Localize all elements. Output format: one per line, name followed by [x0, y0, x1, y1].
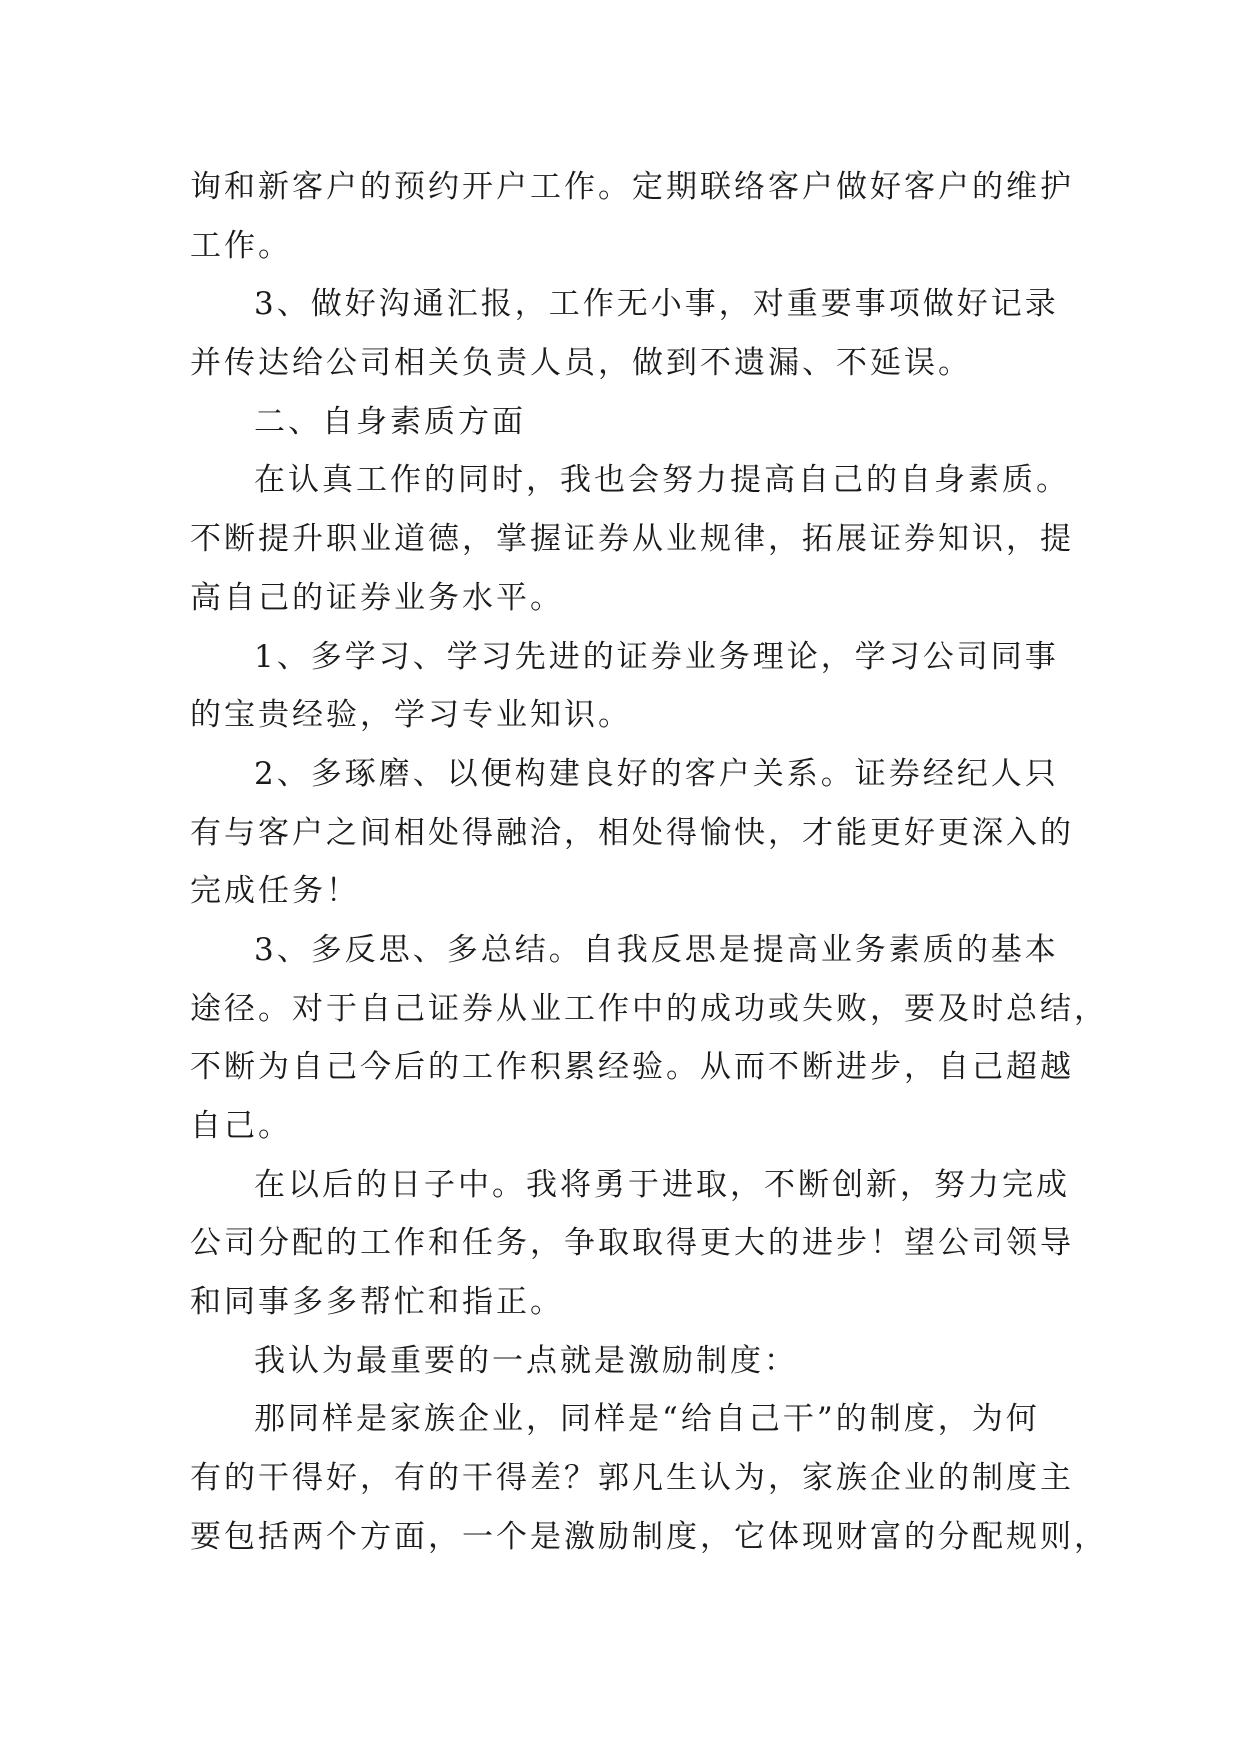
text-line: 1、多学习、学习先进的证券业务理论，学习公司同事 — [254, 638, 1059, 675]
text-line: 3、做好沟通汇报，工作无小事，对重要事项做好记录 — [254, 286, 1059, 323]
text-line: 二、自身素质方面 — [254, 403, 526, 440]
text-line: 有与客户之间相处得融洽，相处得愉快，才能更好更深入的 — [190, 814, 1074, 851]
document-body — [190, 158, 1108, 1567]
text-line: 不断提升职业道德，掌握证券从业规律，拓展证券知识，提 — [190, 521, 1074, 558]
text-line: 3、多反思、多总结。自我反思是提高业务素质的基本 — [254, 931, 1059, 968]
text-line: 要包括两个方面，一个是激励制度，它体现财富的分配规则， — [190, 1518, 1108, 1555]
text-line: 工作。 — [190, 227, 292, 264]
text-line: 的宝贵经验，学习专业知识。 — [190, 697, 632, 734]
text-line: 2、多琢磨、以便构建良好的客户关系。证券经纪人只 — [254, 755, 1059, 792]
text-line: 不断为自己今后的工作积累经验。从而不断进步，自己超越 — [190, 1049, 1074, 1086]
text-line: 在认真工作的同时，我也会努力提高自己的自身素质。 — [254, 462, 1070, 499]
text-line: 和同事多多帮忙和指正。 — [190, 1284, 564, 1321]
text-line: 询和新客户的预约开户工作。定期联络客户做好客户的维护 — [190, 169, 1074, 205]
text-line: 途径。对于自己证券从业工作中的成功或失败，要及时总结， — [190, 990, 1108, 1027]
text-line: 有的干得好，有的干得差？郭凡生认为，家族企业的制度主 — [190, 1460, 1074, 1497]
text-line: 我认为最重要的一点就是激励制度： — [254, 1342, 798, 1379]
text-line: 在以后的日子中。我将勇于进取，不断创新，努力完成 — [254, 1166, 1070, 1203]
text-line: 并传达给公司相关负责人员，做到不遗漏、不延误。 — [190, 345, 972, 382]
text-line: 公司分配的工作和任务，争取取得更大的进步！望公司领导 — [190, 1225, 1074, 1262]
text-line: 高自己的证券业务水平。 — [190, 579, 564, 616]
text-line: 完成任务！ — [190, 873, 360, 910]
text-line: 自己。 — [190, 1108, 292, 1144]
text-line: 那同样是家族企业，同样是“给自己干”的制度，为何 — [254, 1401, 1040, 1438]
